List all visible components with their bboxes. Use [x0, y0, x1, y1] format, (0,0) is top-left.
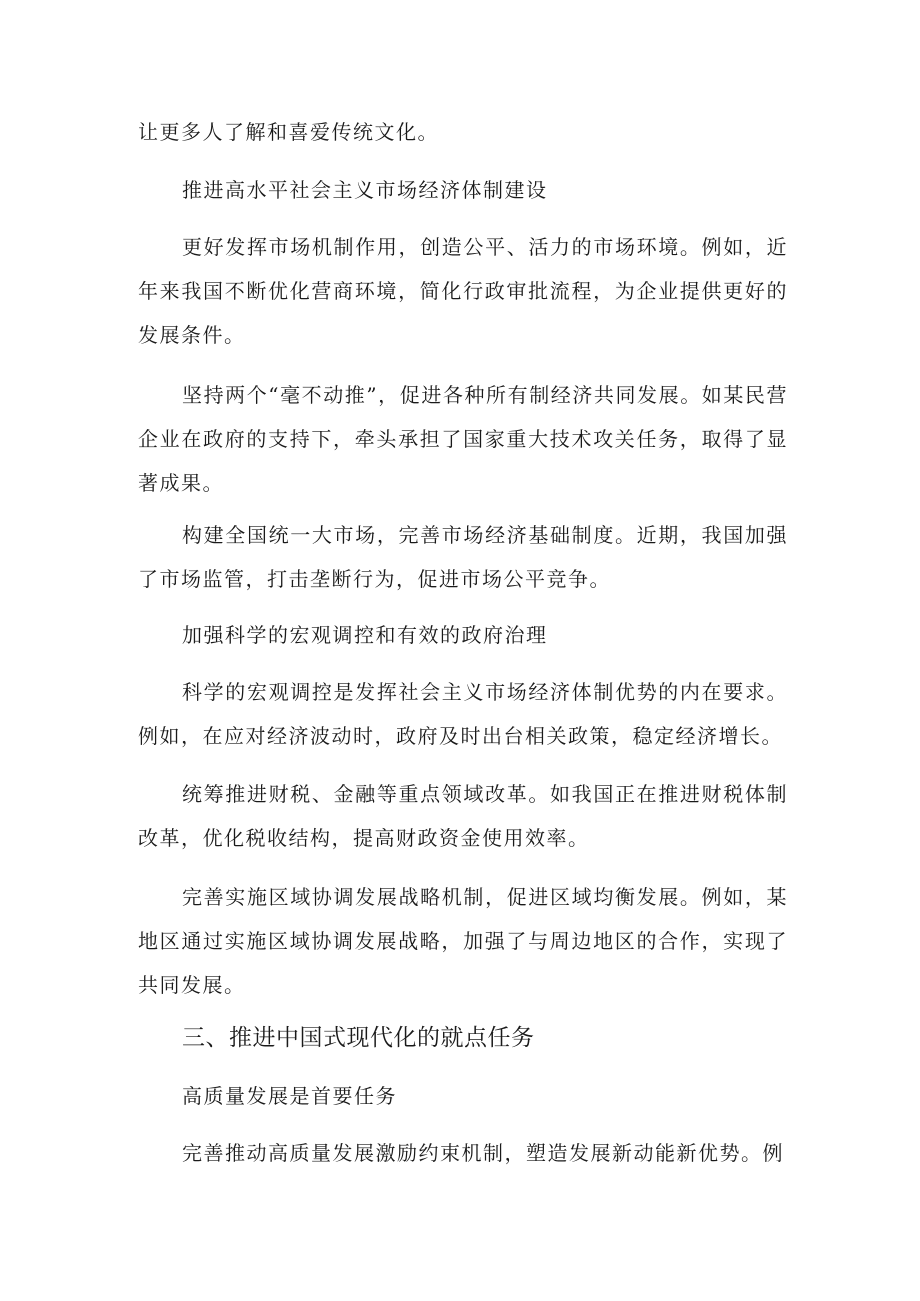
subheading-high-quality: 高质量发展是首要任务 [182, 1084, 397, 1108]
paragraph-high-quality: 完善推动高质量发展激励约束机制，塑造发展新动能新优势。例 [182, 1141, 784, 1165]
paragraph-unified-market: 构建全国统一大市场，完善市场经济基础制度。近期，我国加强了市场监管，打击垄断行为，促进市场公平竞争。 [138, 523, 788, 591]
paragraph-two-unwavering: 坚持两个“毫不动推”，促进各种所有制经济共同发展。如某民营企业在政府的支持下，牵头承担了国家重大技术攻关任务，取得了显著成果。 [138, 383, 788, 495]
subheading-macro-regulation: 加强科学的宏观调控和有效的政府治理 [182, 623, 548, 647]
paragraph-continuation: 让更多人了解和喜爱传统文化。 [138, 120, 439, 144]
subheading-market-economy: 推进高水平社会主义市场经济体制建设 [182, 178, 548, 202]
paragraph-market-mechanism: 更好发挥市场机制作用，创造公平、活力的市场环境。例如，近年来我国不断优化营商环境，简化行政审批流程，为企业提供更好的发展条件。 [138, 235, 788, 347]
paragraph-regional-development: 完善实施区域协调发展战略机制，促进区域均衡发展。例如，某地区通过实施区域协调发展战略，加强了与周边地区的合作，实现了共同发展。 [138, 885, 788, 997]
paragraph-macro-regulation: 科学的宏观调控是发挥社会主义市场经济体制优势的内在要求。例如，在应对经济波动时，政府及时出台相关政策，稳定经济增长。 [138, 680, 788, 748]
section-heading-three: 三、推进中国式现代化的就点任务 [182, 1025, 535, 1051]
paragraph-fiscal-reform: 统筹推进财税、金融等重点领域改革。如我国正在推进财税体制改革，优化税收结构，提高财政资金使用效率。 [138, 782, 788, 850]
